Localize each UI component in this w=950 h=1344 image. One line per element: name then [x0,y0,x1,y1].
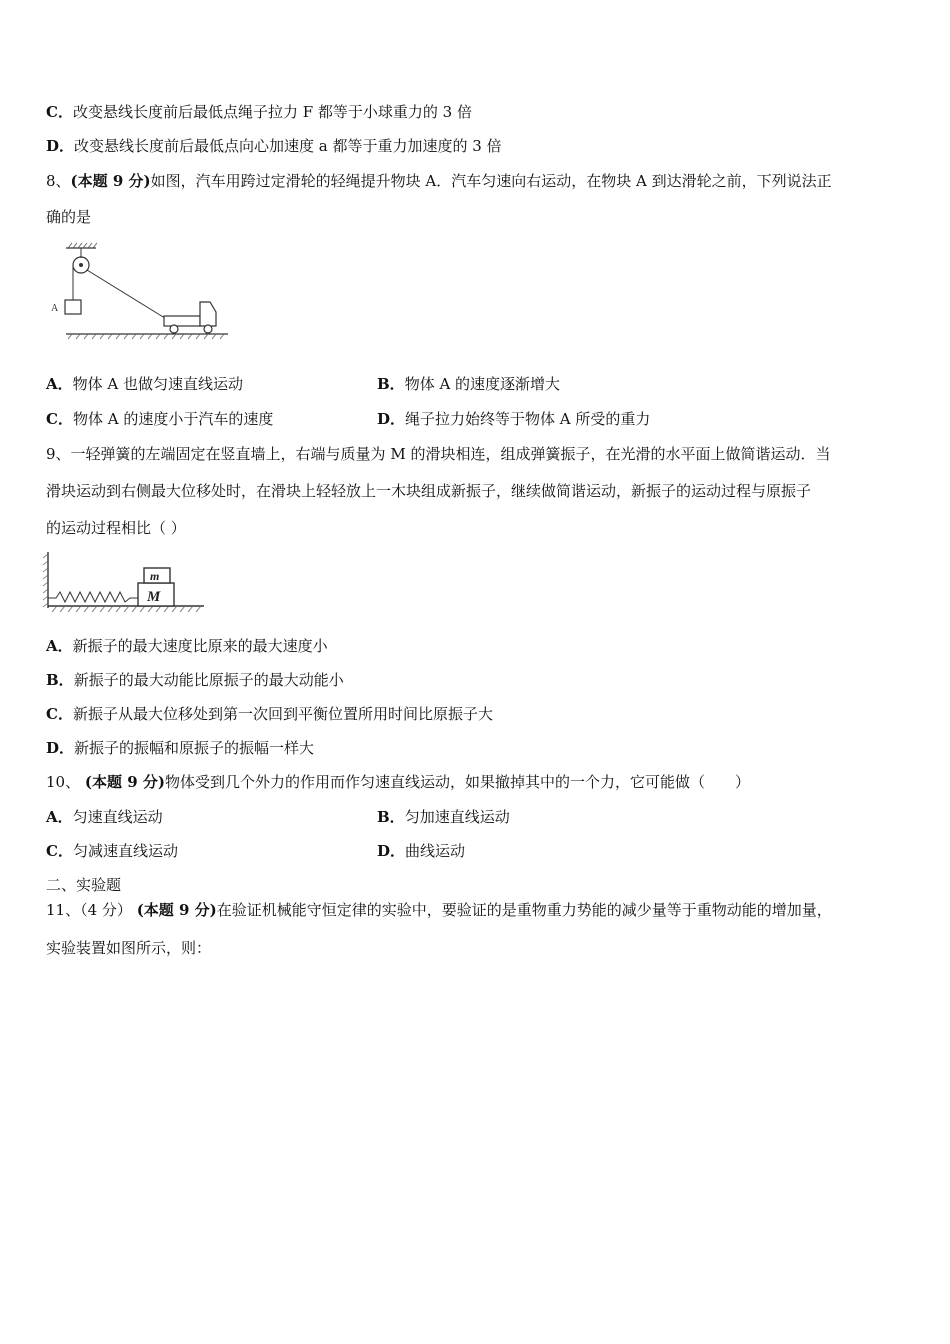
q8-option-a [46,374,243,394]
q10-number: 10、 [46,773,81,791]
q7-option-c-letter: C． [46,103,73,121]
spring-icon [48,592,138,602]
q10-option-d-letter: D． [377,842,406,860]
q9-option-b-letter: B． [46,671,74,689]
q9-option-a-text: 新振子的最大速度比原来的最大速度小 [72,637,328,655]
q10-option-c [46,841,178,861]
q10-option-a-text: 匀速直线运动 [72,808,163,826]
q10-stem-text: 物体受到几个外力的作用而作匀速直线运动，如果撤掉其中的一个力，它可能做（ ） [164,773,750,791]
q8-stem1: 如图，汽车用跨过定滑轮的轻绳提升物块 A．汽车匀速向右运动，在物块 A 到达滑轮之前，下列说法正 [150,172,832,190]
q7-option-d-letter: D． [46,137,75,155]
q10-option-a-letter: A． [46,808,73,826]
q10-option-c-text: 匀减速直线运动 [72,842,178,860]
q11-stem-line1 [46,900,832,920]
q9-option-a [46,636,328,656]
q11-stem-line2: 实验装置如图所示，则： [46,939,212,957]
q8-option-d [377,409,650,429]
q8-option-b [377,374,560,394]
q7-option-d [46,136,502,156]
q11-tag: (本题 9 分) [136,901,217,919]
q10-tag: (本题 9 分) [84,773,165,791]
q10-option-b [377,807,510,827]
q9-figure-spring-oscillator [42,548,208,616]
q9-stem-line2: 滑块运动到右侧最大位移处时，在滑块上轻轻放上一木块组成新振子，继续做简谐运动，新振子的运动过程与原振子 [46,482,812,500]
q10-option-d [377,841,465,861]
q8-tag: (本题 9 分) [70,172,151,190]
q8-figure-pulley-truck [44,240,234,345]
q7-option-d-text: 改变悬线长度前后最低点向心加速度 a 都等于重力加速度的 3 倍 [74,137,502,155]
q9-stem-line1: 9、一轻弹簧的左端固定在竖直墙上，右端与质量为 M 的滑块相连，组成弹簧振子，在光滑的水平面上做简谐运动．当 [46,445,831,463]
q9-option-b [46,670,344,690]
q10-stem [46,772,750,792]
q8-option-a-text: 物体 A 也做匀速直线运动 [72,375,244,393]
q9-figure-small-label: m [150,569,160,583]
q9-option-a-letter: A． [46,637,73,655]
q8-option-b-text: 物体 A 的速度逐渐增大 [404,375,561,393]
q10-option-a [46,807,163,827]
q11-number: 11、 [46,901,81,919]
section-title: 二、实验题 [46,876,122,894]
q9-option-d-text: 新振子的振幅和原振子的振幅一样大 [74,739,315,757]
q7-option-c-text: 改变悬线长度前后最低点绳子拉力 F 都等于小球重力的 3 倍 [72,103,472,121]
q8-option-c [46,409,273,429]
q9-option-c-text: 新振子从最大位移处到第一次回到平衡位置所用时间比原振子大 [72,705,493,723]
q8-option-b-letter: B． [377,375,405,393]
q10-option-c-letter: C． [46,842,73,860]
q7-option-c [46,102,472,122]
q10-option-b-letter: B． [377,808,405,826]
q9-option-d-letter: D． [46,739,75,757]
q8-option-d-text: 绳子拉力始终等于物体 A 所受的重力 [405,410,651,428]
q8-number: 8、 [46,172,71,190]
q8-stem-line1 [46,171,832,191]
q9-option-d [46,738,314,758]
q8-stem-line2: 确的是 [46,208,92,226]
q8-option-d-letter: D． [377,410,406,428]
q10-option-b-text: 匀加速直线运动 [404,808,510,826]
q8-figure-label: A [51,303,59,314]
truck-icon [164,302,216,333]
q9-option-c [46,704,493,724]
q10-option-d-text: 曲线运动 [405,842,466,860]
q9-stem-line3: 的运动过程相比（ ） [46,519,186,537]
q9-option-b-text: 新振子的最大动能比原振子的最大动能小 [73,671,344,689]
block-a [65,300,81,314]
q8-option-c-letter: C． [46,410,73,428]
q9-option-c-letter: C． [46,705,73,723]
q8-option-c-text: 物体 A 的速度小于汽车的速度 [72,410,274,428]
q8-option-a-letter: A． [46,375,73,393]
q9-figure-big-label: M [147,589,161,605]
q11-stem1: 在验证机械能守恒定律的实验中，要验证的是重物重力势能的减少量等于重物动能的增加量， [216,901,832,919]
q11-score: （4 分） [80,901,132,919]
